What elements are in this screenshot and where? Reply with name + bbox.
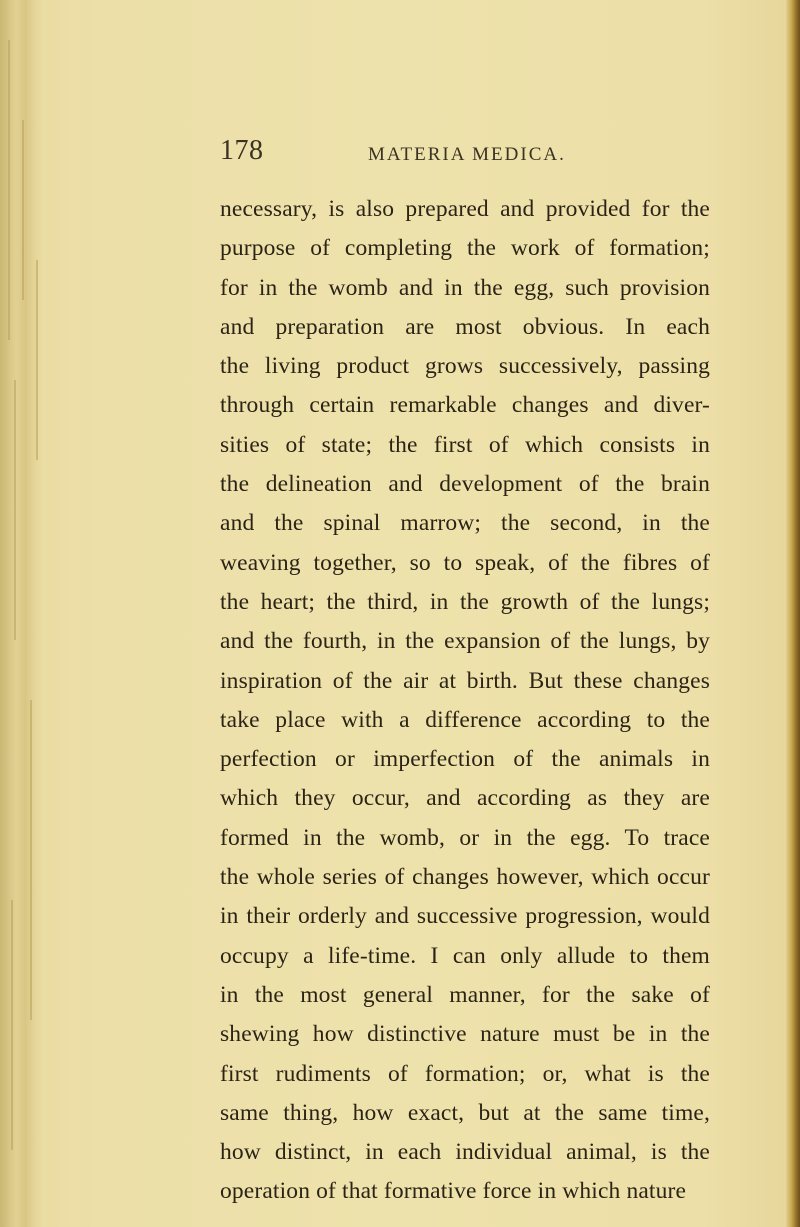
text-line: sities of state; the first of which consists in (220, 431, 710, 458)
text-line: in the most general manner, for the sake of (220, 981, 710, 1008)
text-line: the living product grows successively, passing (220, 353, 710, 380)
text-line: and the spinal marrow; the second, in the (220, 510, 710, 537)
text-line: same thing, how exact, but at the same time, (220, 1099, 710, 1126)
page-edge (786, 0, 800, 1227)
text-line: through certain remarkable changes and diver- (220, 392, 710, 419)
text-line: inspiration of the air at birth. But these changes (220, 667, 710, 694)
text-line: the heart; the third, in the growth of the lungs; (220, 588, 710, 615)
text-line: and preparation are most obvious. In each (220, 313, 710, 340)
text-line: operation of that formative force in which nature (220, 1178, 687, 1205)
running-head: MATERIA MEDICA. (368, 144, 566, 165)
text-line: how distinct, in each individual animal, is the (220, 1139, 710, 1166)
text-line: shewing how distinctive nature must be in the (220, 1021, 710, 1048)
text-line: first rudiments of formation; or, what is the (220, 1060, 710, 1087)
text-line: which they occur, and according as they are (220, 785, 710, 812)
page-header (220, 135, 720, 175)
text-line: the whole series of changes however, which occur (220, 864, 710, 891)
text-line: in their orderly and successive progression, would (220, 903, 710, 930)
text-line: purpose of completing the work of formation; (220, 235, 710, 262)
page-number: 178 (220, 135, 264, 166)
text-line: for in the womb and in the egg, such provision (220, 274, 710, 301)
text-line: weaving together, so to speak, of the fibres of (220, 549, 710, 576)
body-text (220, 190, 710, 1212)
text-line: formed in the womb, or in the egg. To trace (220, 824, 710, 851)
text-line: and the fourth, in the expansion of the lungs, by (220, 628, 710, 655)
text-line: perfection or imperfection of the animals in (220, 746, 710, 773)
text-line: necessary, is also prepared and provided for the (220, 196, 710, 222)
text-line: occupy a life-time. I can only allude to them (220, 942, 710, 969)
text-line: the delineation and development of the brain (220, 471, 710, 498)
text-line: take place with a difference according to the (220, 706, 710, 733)
binding-gutter (0, 0, 46, 1227)
